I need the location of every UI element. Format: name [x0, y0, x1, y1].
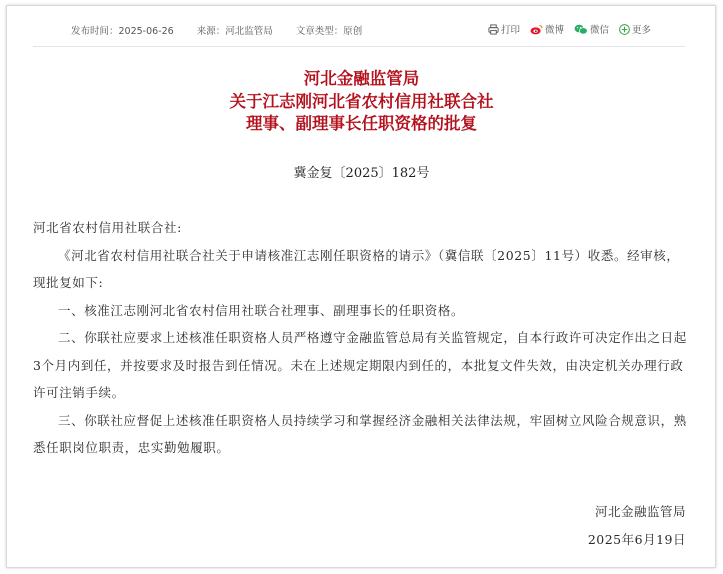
print-label: 打印	[500, 25, 520, 36]
document-title	[0, 68, 723, 136]
source: 来源：河北监管局	[196, 26, 273, 37]
signature-org: 河北金融监管局	[594, 504, 686, 519]
wechat-icon	[574, 24, 588, 35]
salutation: 河北省农村信用社联合社:	[33, 220, 182, 235]
wechat-share-button[interactable]	[574, 22, 609, 36]
doc-type: 文章类型：原创	[295, 26, 363, 37]
weibo-share-button[interactable]	[530, 22, 564, 36]
meta-bar	[33, 20, 685, 47]
printer-icon	[488, 24, 499, 35]
document-number: 冀金复〔2025〕182号	[293, 166, 430, 181]
meta-info	[71, 23, 382, 37]
plus-circle-icon	[619, 24, 630, 35]
wechat-label: 微信	[589, 25, 609, 36]
paragraph-4: 三、你联社应督促上述核准任职资格人员持续学习和掌握经济金融相关法律法规，牢固树立风险合规意识，熟悉任职岗位职责，忠实勤勉履职。	[33, 412, 687, 455]
signature-date: 2025年6月19日	[587, 532, 686, 547]
weibo-label: 微博	[544, 25, 564, 36]
print-button[interactable]	[488, 22, 520, 36]
paragraph-1: 《河北省农村信用社联合社关于申请核准江志刚任职资格的请示》（冀信联〔2025〕11号）收悉。经审核，现批复如下:	[33, 247, 680, 290]
more-label: 更多	[631, 25, 651, 36]
title-line-3: 理事、副理事长任职资格的批复	[246, 114, 477, 133]
publish-time: 发布时间：2025-06-26	[71, 26, 174, 37]
paragraph-2: 一、核准江志刚河北省农村信用社联合社理事、副理事长的任职资格。	[58, 302, 465, 318]
share-toolbar	[478, 22, 651, 36]
document-body	[33, 214, 689, 462]
more-share-button[interactable]	[619, 22, 651, 36]
title-line-2: 关于江志刚河北省农村信用社联合社	[229, 91, 494, 111]
paragraph-3: 二、你联社应要求上述核准任职资格人员严格遵守金融监管总局有关监管规定，自本行政许可决定作出之日起3个月内到任，并按要求及时报告到任情况。未在上述规定期限内到任的，本批复文件失效，由决定机关办理行政许可注销手续。	[33, 330, 687, 400]
title-line-1: 河北金融监管局	[303, 69, 420, 88]
weibo-icon	[530, 24, 543, 35]
